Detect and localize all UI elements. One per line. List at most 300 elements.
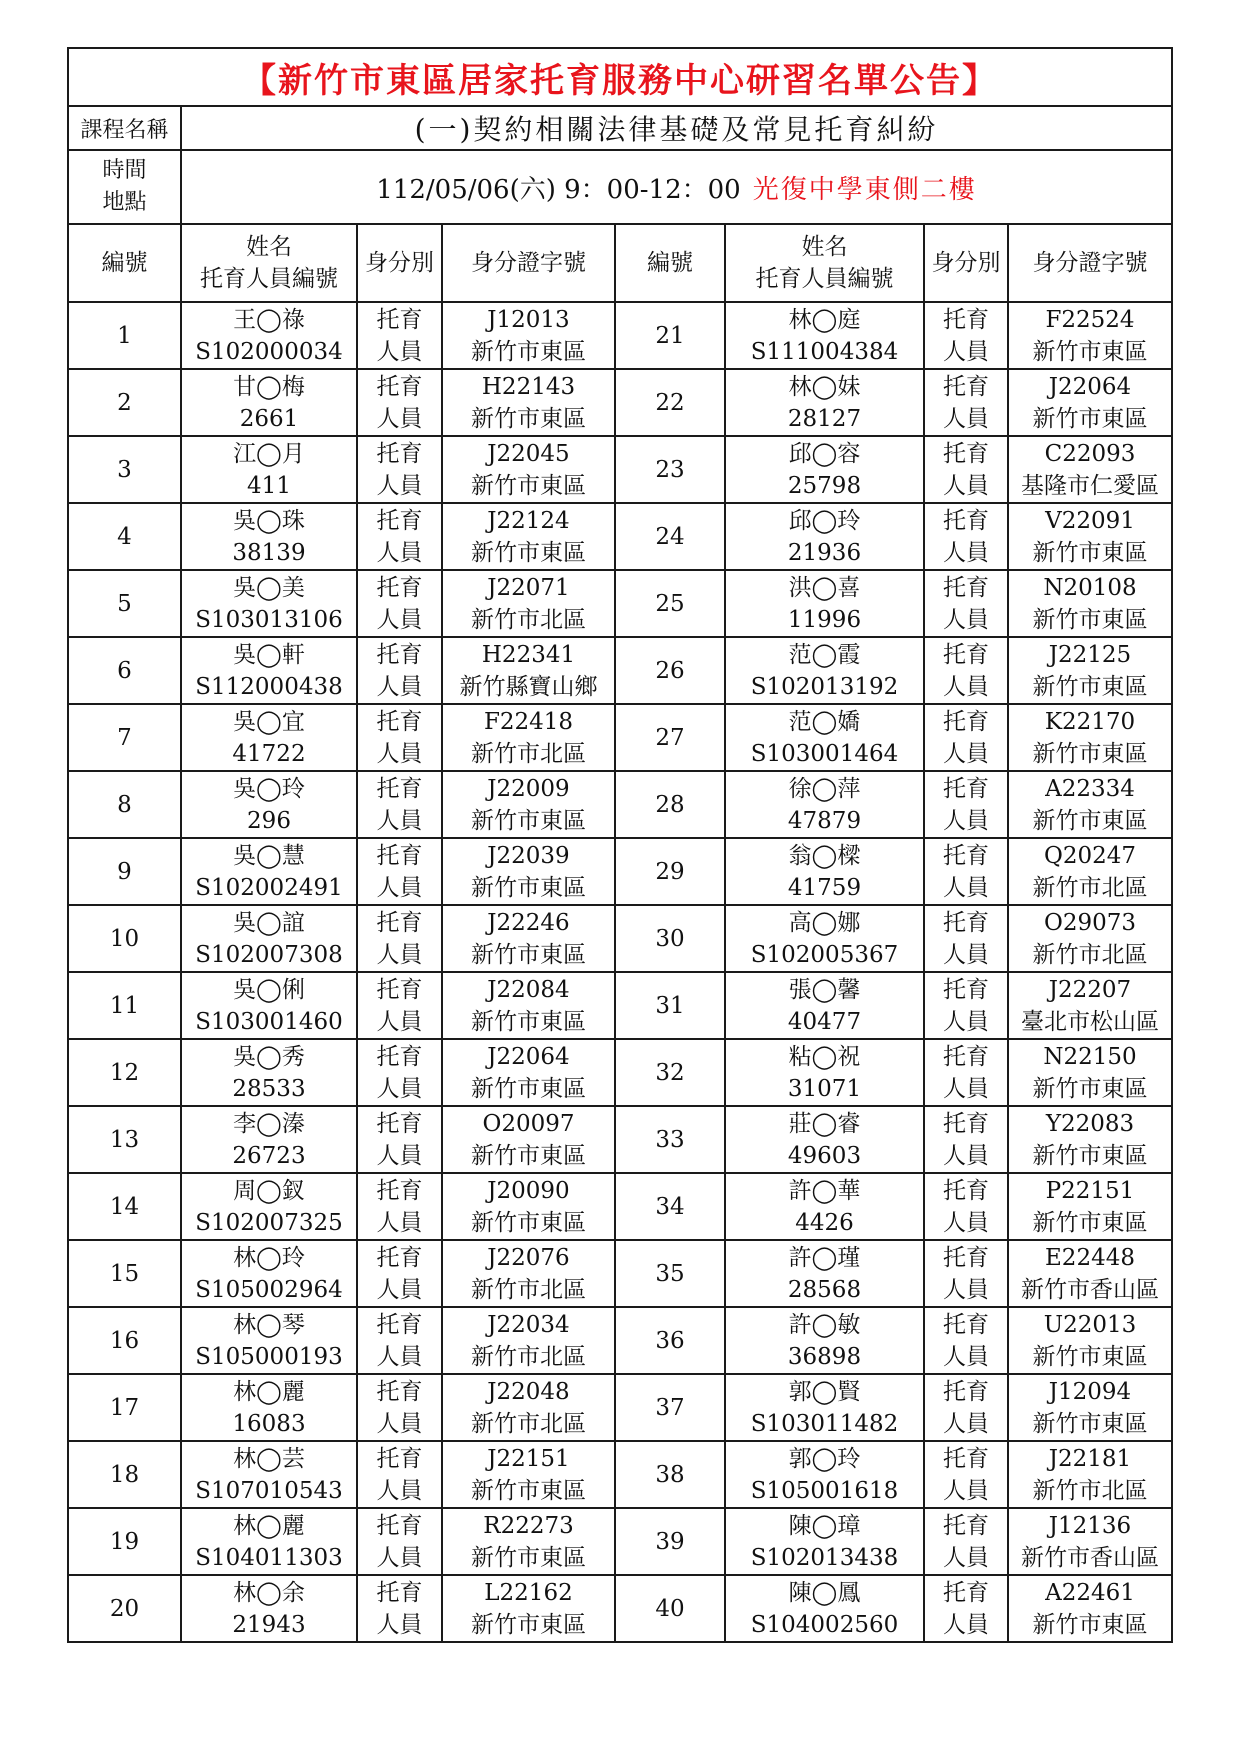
entry-name-code xyxy=(181,704,357,771)
roster-table xyxy=(67,47,1173,1643)
entry-name-code xyxy=(725,1039,924,1106)
entry-name: 洪◯喜 xyxy=(788,574,861,601)
entry-id-area xyxy=(442,1575,615,1642)
entry-name-code xyxy=(725,838,924,905)
entry-name-code xyxy=(725,1173,924,1240)
entry-id-number: U22013 xyxy=(1043,1311,1137,1338)
entry-caregiver-code: 11996 xyxy=(787,606,862,633)
entry-area: 新竹市北區 xyxy=(1032,1477,1148,1504)
entry-number: 11 xyxy=(68,972,181,1039)
entry-name-code xyxy=(181,436,357,503)
table-row xyxy=(68,570,1172,637)
entry-role-line1: 托育 xyxy=(376,1043,423,1070)
entry-number: 8 xyxy=(68,771,181,838)
entry-name: 林◯麗 xyxy=(233,1378,305,1405)
entry-number: 36 xyxy=(615,1307,725,1374)
course-name: (一)契約相關法律基礎及常見托育糾紛 xyxy=(181,106,1172,150)
entry-area: 新竹市東區 xyxy=(1032,606,1148,633)
entry-role-line1: 托育 xyxy=(943,1579,989,1606)
entry-name: 林◯芸 xyxy=(233,1445,305,1472)
entry-id-number: J22064 xyxy=(1048,373,1132,400)
entry-name-code xyxy=(725,1441,924,1508)
entry-area: 新竹市東區 xyxy=(471,1142,586,1169)
header-number: 編號 xyxy=(615,224,725,302)
entry-number: 22 xyxy=(615,369,725,436)
entry-caregiver-code: 36898 xyxy=(787,1343,862,1370)
entry-id-area xyxy=(1008,972,1172,1039)
entry-name-code xyxy=(725,503,924,570)
entry-name-code xyxy=(181,570,357,637)
entry-id-number: P22151 xyxy=(1045,1177,1135,1204)
table-row xyxy=(68,838,1172,905)
entry-id-number: F22418 xyxy=(483,708,574,735)
entry-area: 新竹市東區 xyxy=(1032,1410,1148,1437)
entry-number: 39 xyxy=(615,1508,725,1575)
entry-role xyxy=(357,838,442,905)
entry-role-line1: 托育 xyxy=(376,1311,423,1338)
entry-name-code xyxy=(725,302,924,369)
entry-caregiver-code: 41722 xyxy=(232,740,306,767)
entry-caregiver-code: 47879 xyxy=(787,807,862,834)
column-header-row xyxy=(68,224,1172,302)
entry-id-number: J22048 xyxy=(487,1378,570,1405)
entry-id-number: E22448 xyxy=(1045,1244,1135,1271)
entry-role-line1: 托育 xyxy=(376,976,423,1003)
entry-name: 吳◯珠 xyxy=(233,507,305,534)
table-row xyxy=(68,637,1172,704)
entry-name: 高◯娜 xyxy=(788,909,861,936)
entry-name: 范◯霞 xyxy=(788,641,861,668)
entry-role-line1: 托育 xyxy=(376,909,423,936)
entry-role xyxy=(924,1307,1008,1374)
entry-name-code xyxy=(181,1106,357,1173)
entry-role-line2: 人員 xyxy=(943,673,989,700)
time-location-label xyxy=(68,150,181,224)
entry-area: 新竹市東區 xyxy=(471,874,586,901)
entry-id-number: K22170 xyxy=(1044,708,1136,735)
entry-id-area xyxy=(442,1240,615,1307)
entry-role-line1: 托育 xyxy=(376,1378,423,1405)
entry-role-line1: 托育 xyxy=(943,1512,989,1539)
entry-area: 新竹市北區 xyxy=(471,606,586,633)
header-id: 身分證字號 xyxy=(1008,224,1172,302)
entry-role xyxy=(924,1240,1008,1307)
entry-id-number: O20097 xyxy=(482,1110,575,1137)
entry-number: 24 xyxy=(615,503,725,570)
entry-number: 30 xyxy=(615,905,725,972)
entry-role xyxy=(924,771,1008,838)
entry-id-area xyxy=(442,1307,615,1374)
table-row xyxy=(68,1240,1172,1307)
header-id: 身分證字號 xyxy=(442,224,615,302)
course-datetime: 112/05/06(六) 9：00-12：00 xyxy=(376,174,741,205)
entry-role-line1: 托育 xyxy=(943,976,989,1003)
entry-number: 38 xyxy=(615,1441,725,1508)
entry-caregiver-code: 16083 xyxy=(232,1410,306,1437)
entry-id-number: J22124 xyxy=(487,507,570,534)
entry-id-number: R22273 xyxy=(483,1512,574,1539)
entry-number: 25 xyxy=(615,570,725,637)
course-location: 光復中學東側二樓 xyxy=(752,174,977,205)
entry-id-number: J22039 xyxy=(487,842,570,869)
course-label: 課程名稱 xyxy=(68,106,181,150)
entry-number: 18 xyxy=(68,1441,181,1508)
entry-name: 李◯溱 xyxy=(233,1110,305,1137)
entry-name: 吳◯秀 xyxy=(233,1043,305,1070)
entry-role-line1: 托育 xyxy=(376,641,423,668)
entry-role-line2: 人員 xyxy=(943,1611,989,1638)
entry-role xyxy=(924,1106,1008,1173)
entry-number: 35 xyxy=(615,1240,725,1307)
entry-name-code xyxy=(725,972,924,1039)
entry-caregiver-code: 296 xyxy=(247,807,291,834)
entry-id-area xyxy=(1008,838,1172,905)
entry-area: 新竹市香山區 xyxy=(1021,1544,1159,1571)
entry-role-line2: 人員 xyxy=(376,1008,423,1035)
entry-role xyxy=(924,1374,1008,1441)
entry-role-line1: 托育 xyxy=(943,909,989,936)
entry-role-line2: 人員 xyxy=(943,1075,989,1102)
entry-area: 新竹市東區 xyxy=(1032,338,1148,365)
entry-name-code xyxy=(181,637,357,704)
entry-name-code xyxy=(725,1307,924,1374)
entry-role-line2: 人員 xyxy=(376,472,423,499)
entry-area: 新竹市北區 xyxy=(1032,941,1148,968)
entry-name-code xyxy=(181,369,357,436)
header-name-line1: 姓名 xyxy=(246,234,292,260)
entry-caregiver-code: S102000034 xyxy=(195,338,343,365)
entry-role-line1: 托育 xyxy=(376,775,423,802)
entry-area: 新竹市東區 xyxy=(1032,1611,1148,1638)
entry-caregiver-code: S105001618 xyxy=(750,1477,899,1504)
entry-id-number: J22071 xyxy=(487,574,570,601)
entry-id-area xyxy=(442,905,615,972)
entry-id-number: J22125 xyxy=(1048,641,1132,668)
entry-name: 郭◯玲 xyxy=(788,1445,861,1472)
entry-name: 許◯華 xyxy=(788,1177,861,1204)
entry-id-area xyxy=(1008,503,1172,570)
entry-number: 4 xyxy=(68,503,181,570)
entry-role-line2: 人員 xyxy=(376,1477,423,1504)
entry-caregiver-code: S112000438 xyxy=(195,673,343,700)
entry-id-area xyxy=(442,570,615,637)
entry-role-line1: 托育 xyxy=(943,373,989,400)
entry-name: 翁◯樑 xyxy=(788,842,861,869)
entry-role-line1: 托育 xyxy=(943,1177,989,1204)
location-label: 地點 xyxy=(102,190,147,215)
entry-name-code xyxy=(725,436,924,503)
entry-role-line1: 托育 xyxy=(943,1445,989,1472)
table-row xyxy=(68,1307,1172,1374)
entry-area: 新竹市東區 xyxy=(1032,539,1148,566)
entry-number: 7 xyxy=(68,704,181,771)
entry-role-line1: 托育 xyxy=(943,1378,989,1405)
entry-role-line1: 托育 xyxy=(376,708,423,735)
entry-name: 邱◯玲 xyxy=(788,507,861,534)
entry-id-area xyxy=(1008,302,1172,369)
entry-role-line1: 托育 xyxy=(376,507,423,534)
entry-name-code xyxy=(181,1441,357,1508)
entry-number: 16 xyxy=(68,1307,181,1374)
entry-number: 20 xyxy=(68,1575,181,1642)
table-row xyxy=(68,905,1172,972)
entry-id-number: A22334 xyxy=(1045,775,1135,802)
entry-role-line2: 人員 xyxy=(376,405,423,432)
entry-role-line2: 人員 xyxy=(376,1209,423,1236)
entry-id-number: N20108 xyxy=(1043,574,1137,601)
entry-role-line1: 托育 xyxy=(943,507,989,534)
entry-name: 林◯麗 xyxy=(233,1512,305,1539)
entry-number: 26 xyxy=(615,637,725,704)
entry-number: 37 xyxy=(615,1374,725,1441)
header-role: 身分別 xyxy=(924,224,1008,302)
entry-name: 許◯瑾 xyxy=(788,1244,861,1271)
entry-role xyxy=(357,1441,442,1508)
entry-id-area xyxy=(1008,637,1172,704)
entry-role-line2: 人員 xyxy=(943,874,989,901)
table-row xyxy=(68,1374,1172,1441)
entry-id-area xyxy=(442,1441,615,1508)
entry-caregiver-code: 28568 xyxy=(787,1276,862,1303)
entry-role-line1: 托育 xyxy=(943,641,989,668)
header-name xyxy=(181,224,357,302)
entry-id-number: J22009 xyxy=(487,775,570,802)
entry-id-number: J22084 xyxy=(487,976,570,1003)
entry-caregiver-code: 25798 xyxy=(787,472,862,499)
table-row xyxy=(68,1575,1172,1642)
entry-role xyxy=(357,637,442,704)
entry-role-line2: 人員 xyxy=(943,1410,989,1437)
entry-caregiver-code: 40477 xyxy=(787,1008,862,1035)
entry-role xyxy=(924,503,1008,570)
entry-area: 新竹市東區 xyxy=(1032,405,1148,432)
entry-role xyxy=(357,503,442,570)
entry-role-line1: 托育 xyxy=(376,1579,423,1606)
entry-area: 新竹市東區 xyxy=(471,1544,586,1571)
entry-name: 邱◯容 xyxy=(788,440,861,467)
entry-id-area xyxy=(1008,1173,1172,1240)
entry-role-line2: 人員 xyxy=(376,807,423,834)
entry-name: 郭◯賢 xyxy=(788,1378,861,1405)
entry-number: 29 xyxy=(615,838,725,905)
entry-role-line2: 人員 xyxy=(376,941,423,968)
entry-role-line2: 人員 xyxy=(376,1142,423,1169)
entry-number: 14 xyxy=(68,1173,181,1240)
entry-role-line2: 人員 xyxy=(376,539,423,566)
entry-area: 基隆市仁愛區 xyxy=(1021,472,1159,499)
header-name xyxy=(725,224,924,302)
entry-number: 33 xyxy=(615,1106,725,1173)
entry-role xyxy=(357,1575,442,1642)
entry-id-area xyxy=(442,436,615,503)
entry-name-code xyxy=(181,1173,357,1240)
table-row xyxy=(68,704,1172,771)
entry-area: 新竹市東區 xyxy=(471,338,586,365)
entry-role xyxy=(924,1508,1008,1575)
entry-role-line2: 人員 xyxy=(376,1343,423,1370)
entry-caregiver-code: 28533 xyxy=(232,1075,306,1102)
table-row xyxy=(68,972,1172,1039)
entry-role-line1: 托育 xyxy=(943,1043,989,1070)
entry-caregiver-code: S103001460 xyxy=(195,1008,343,1035)
entry-name: 吳◯誼 xyxy=(233,909,305,936)
entry-role-line1: 托育 xyxy=(943,708,989,735)
entry-caregiver-code: S104011303 xyxy=(195,1544,343,1571)
entry-area: 新竹市東區 xyxy=(1032,673,1148,700)
entry-id-area xyxy=(442,1173,615,1240)
entry-id-number: Q20247 xyxy=(1043,842,1137,869)
entry-id-area xyxy=(1008,704,1172,771)
entry-caregiver-code: S103011482 xyxy=(750,1410,899,1437)
time-location-value xyxy=(181,150,1172,224)
entry-role-line2: 人員 xyxy=(376,874,423,901)
entry-name-code xyxy=(181,1307,357,1374)
entry-area: 新竹縣寶山鄉 xyxy=(459,673,598,700)
entry-role-line1: 托育 xyxy=(376,574,423,601)
entry-id-number: J22151 xyxy=(487,1445,570,1472)
entry-name: 吳◯慧 xyxy=(233,842,305,869)
entry-name-code xyxy=(181,503,357,570)
entry-number: 5 xyxy=(68,570,181,637)
table-row xyxy=(68,436,1172,503)
entry-area: 新竹市北區 xyxy=(471,1276,586,1303)
entry-id-number: J22045 xyxy=(487,440,570,467)
entry-role xyxy=(357,771,442,838)
entry-name-code xyxy=(725,369,924,436)
entry-name-code xyxy=(725,1106,924,1173)
entry-name: 莊◯睿 xyxy=(788,1110,861,1137)
entry-number: 40 xyxy=(615,1575,725,1642)
entry-role-line1: 托育 xyxy=(376,1244,423,1271)
entry-role xyxy=(924,838,1008,905)
entry-role-line2: 人員 xyxy=(376,1544,423,1571)
entry-area: 新竹市東區 xyxy=(1032,1075,1148,1102)
entry-number: 21 xyxy=(615,302,725,369)
entry-area: 新竹市東區 xyxy=(471,1611,586,1638)
entry-number: 6 xyxy=(68,637,181,704)
entry-role xyxy=(357,1173,442,1240)
entry-id-number: J12136 xyxy=(1048,1512,1132,1539)
entry-id-area xyxy=(442,637,615,704)
entry-role-line2: 人員 xyxy=(943,1209,989,1236)
entry-number: 27 xyxy=(615,704,725,771)
entry-number: 9 xyxy=(68,838,181,905)
entry-role-line1: 托育 xyxy=(943,842,989,869)
entry-role-line1: 托育 xyxy=(376,1110,423,1137)
entry-role-line2: 人員 xyxy=(943,539,989,566)
entry-id-number: H22143 xyxy=(481,373,576,400)
entry-role-line2: 人員 xyxy=(376,1611,423,1638)
entry-caregiver-code: S102007308 xyxy=(195,941,343,968)
entry-id-area xyxy=(1008,1307,1172,1374)
entry-name: 吳◯俐 xyxy=(233,976,305,1003)
entry-name: 張◯馨 xyxy=(788,976,861,1003)
entry-name: 吳◯玲 xyxy=(233,775,305,802)
entry-caregiver-code: S102013192 xyxy=(750,673,899,700)
entry-role xyxy=(357,570,442,637)
entry-area: 新竹市北區 xyxy=(471,1343,586,1370)
header-number: 編號 xyxy=(68,224,181,302)
entry-role-line1: 托育 xyxy=(943,1244,989,1271)
entry-role xyxy=(924,704,1008,771)
entry-role xyxy=(357,972,442,1039)
table-row xyxy=(68,1039,1172,1106)
entry-id-area xyxy=(1008,1240,1172,1307)
entry-id-number: O29073 xyxy=(1043,909,1137,936)
entry-role-line2: 人員 xyxy=(376,740,423,767)
entry-role xyxy=(357,1240,442,1307)
entry-name: 林◯余 xyxy=(233,1579,305,1606)
entry-role-line1: 托育 xyxy=(943,1110,989,1137)
entry-caregiver-code: 41759 xyxy=(787,874,862,901)
entry-role-line2: 人員 xyxy=(943,472,989,499)
entry-name: 周◯釵 xyxy=(233,1177,305,1204)
entry-id-number: J12013 xyxy=(487,306,570,333)
entry-name: 林◯妹 xyxy=(788,373,861,400)
entry-role-line2: 人員 xyxy=(376,1075,423,1102)
entry-name: 江◯月 xyxy=(233,440,305,467)
entry-role-line1: 托育 xyxy=(376,440,423,467)
entry-role xyxy=(924,302,1008,369)
entry-role xyxy=(357,1039,442,1106)
entry-name-code xyxy=(725,1575,924,1642)
table-row xyxy=(68,1508,1172,1575)
entry-id-area xyxy=(442,369,615,436)
table-row xyxy=(68,771,1172,838)
entry-name: 陳◯鳳 xyxy=(788,1579,861,1606)
entry-role xyxy=(924,570,1008,637)
entry-role xyxy=(924,1441,1008,1508)
entry-name: 甘◯梅 xyxy=(233,373,305,400)
entry-caregiver-code: S103001464 xyxy=(750,740,899,767)
entry-name-code xyxy=(725,1374,924,1441)
entry-role-line2: 人員 xyxy=(376,673,423,700)
entry-role xyxy=(357,1374,442,1441)
entry-name: 林◯玲 xyxy=(233,1244,305,1271)
entry-role-line2: 人員 xyxy=(943,941,989,968)
entry-role-line1: 托育 xyxy=(376,373,423,400)
entry-role-line1: 托育 xyxy=(943,306,989,333)
entry-name-code xyxy=(181,905,357,972)
entry-id-area xyxy=(442,1508,615,1575)
entry-caregiver-code: S105000193 xyxy=(195,1343,343,1370)
entry-role-line1: 托育 xyxy=(376,306,423,333)
entry-id-number: J22181 xyxy=(1048,1445,1132,1472)
entry-id-area xyxy=(1008,1508,1172,1575)
entry-id-area xyxy=(1008,570,1172,637)
entry-id-number: J20090 xyxy=(487,1177,570,1204)
entry-area: 新竹市東區 xyxy=(471,539,586,566)
entry-area: 新竹市北區 xyxy=(471,1410,586,1437)
entry-area: 新竹市北區 xyxy=(1032,874,1148,901)
table-row xyxy=(68,1173,1172,1240)
entry-area: 新竹市東區 xyxy=(471,807,586,834)
table-row xyxy=(68,302,1172,369)
entry-role xyxy=(357,905,442,972)
entry-role-line2: 人員 xyxy=(943,1008,989,1035)
entry-id-number: V22091 xyxy=(1045,507,1135,534)
entry-role xyxy=(924,1575,1008,1642)
entry-area: 新竹市北區 xyxy=(471,740,586,767)
entry-role-line2: 人員 xyxy=(376,606,423,633)
entry-id-area xyxy=(1008,905,1172,972)
entry-name: 陳◯璋 xyxy=(788,1512,861,1539)
entry-id-area xyxy=(442,302,615,369)
entry-area: 新竹市東區 xyxy=(1032,1343,1148,1370)
entry-id-number: C22093 xyxy=(1044,440,1136,467)
entry-caregiver-code: S102007325 xyxy=(195,1209,343,1236)
entry-name: 徐◯萍 xyxy=(788,775,861,802)
